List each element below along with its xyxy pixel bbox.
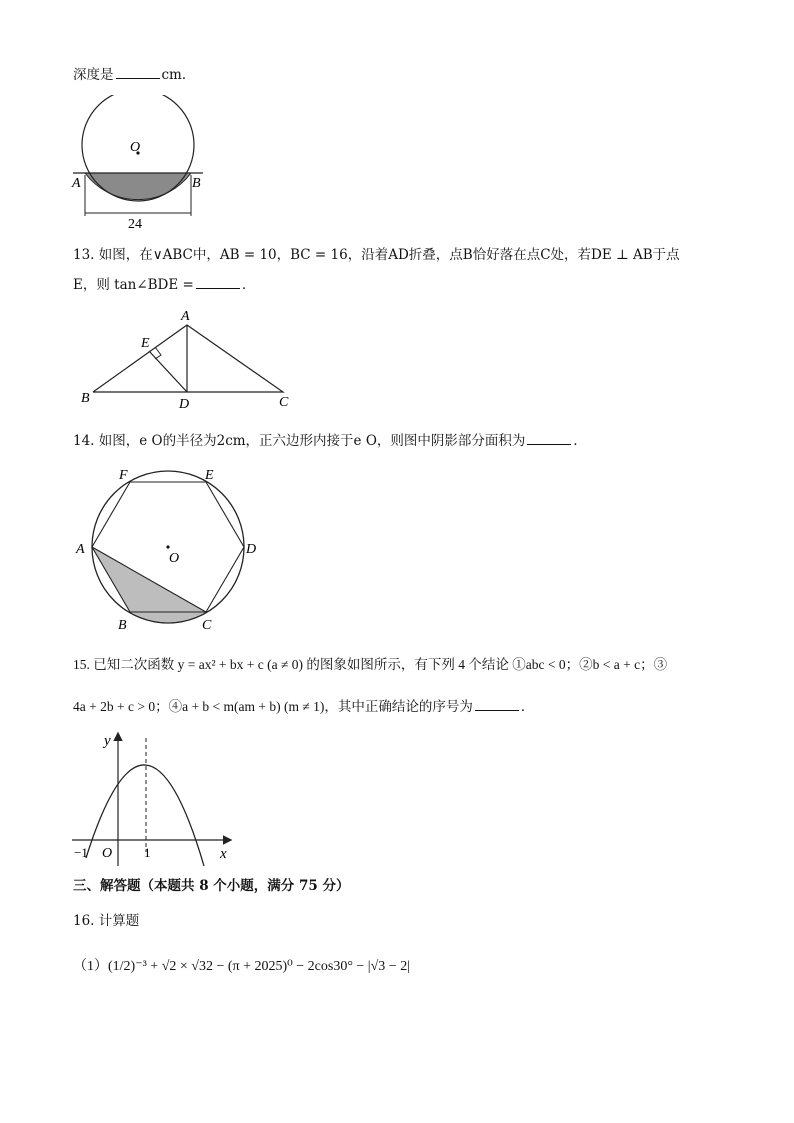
label-b: B xyxy=(192,176,201,191)
figure-15 xyxy=(68,728,238,868)
q14-line xyxy=(73,432,587,450)
figure-12 xyxy=(68,95,218,235)
q13-line1: 13. 如图，在∨ABC中，AB = 10，BC = 16，沿着AD折叠，点B恰好落在点C处，若DE ⊥ AB于点 xyxy=(73,247,680,263)
q16-expression: (1/2)⁻³ + √2 × √32 − (π + 2025)⁰ − 2cos30° − |√3 − 2| xyxy=(108,959,410,974)
shaded-region xyxy=(92,547,206,622)
label-e: E xyxy=(205,468,214,483)
q12-unit: cm xyxy=(161,67,182,83)
label-neg-one: −1 xyxy=(74,845,88,860)
label-o: O xyxy=(130,140,141,155)
section-heading: 三、解答题（本题共 8 个小题，满分 75 分） xyxy=(73,878,350,894)
label-one: 1 xyxy=(144,845,151,860)
q13-line2-text: E，则 tan∠BDE = xyxy=(73,277,194,293)
answer-blank xyxy=(475,698,519,711)
q14-text: 14. 如图，e O的半径为2cm，正六边形内接于e O，则图中阴影部分面积为 xyxy=(73,433,526,449)
label-c: C xyxy=(279,395,289,410)
q16-part1 xyxy=(73,958,410,976)
figure-13 xyxy=(75,305,300,415)
q15-line2-text: 4a + 2b + c > 0；④a + b < m(am + b) (m ≠ 1)，其中正确结论的序号为 xyxy=(73,699,473,714)
label-x: x xyxy=(220,846,227,862)
q12-text: 深度是 xyxy=(73,67,114,83)
q12-end: ． xyxy=(181,67,196,83)
label-e: E xyxy=(141,336,150,351)
segment-de xyxy=(149,351,187,392)
label-o: O xyxy=(169,551,180,566)
q13-line2 xyxy=(73,276,255,294)
label-b: B xyxy=(81,391,90,406)
q12-line xyxy=(73,66,195,84)
label-a: A xyxy=(72,176,81,191)
q15-line2 xyxy=(73,698,534,716)
center-dot xyxy=(166,545,169,548)
label-f: F xyxy=(119,468,128,483)
label-a: A xyxy=(76,542,85,557)
label-a: A xyxy=(181,309,190,324)
label-d: D xyxy=(246,542,257,557)
part-label: （1） xyxy=(73,959,108,974)
label-origin: O xyxy=(102,846,113,861)
answer-blank xyxy=(116,66,160,79)
label-b: B xyxy=(118,618,127,633)
q16-title: 16. 计算题 xyxy=(73,913,140,929)
answer-blank xyxy=(527,432,571,445)
right-angle-mark xyxy=(155,347,161,359)
answer-blank xyxy=(196,276,240,289)
label-24: 24 xyxy=(128,217,142,232)
label-d: D xyxy=(179,397,190,412)
label-c: C xyxy=(202,618,212,633)
q14-end: ． xyxy=(573,433,587,449)
q13-end: ． xyxy=(241,277,256,293)
label-y: y xyxy=(104,733,111,749)
figure-14 xyxy=(72,462,272,637)
triangle-abc xyxy=(93,325,283,392)
q15-end: ． xyxy=(520,699,535,714)
q15-line1: 15. 已知二次函数 y = ax² + bx + c (a ≠ 0) 的图象如图所示，有下列 4 个结论 ①abc < 0；②b < a + c；③ xyxy=(73,657,668,672)
